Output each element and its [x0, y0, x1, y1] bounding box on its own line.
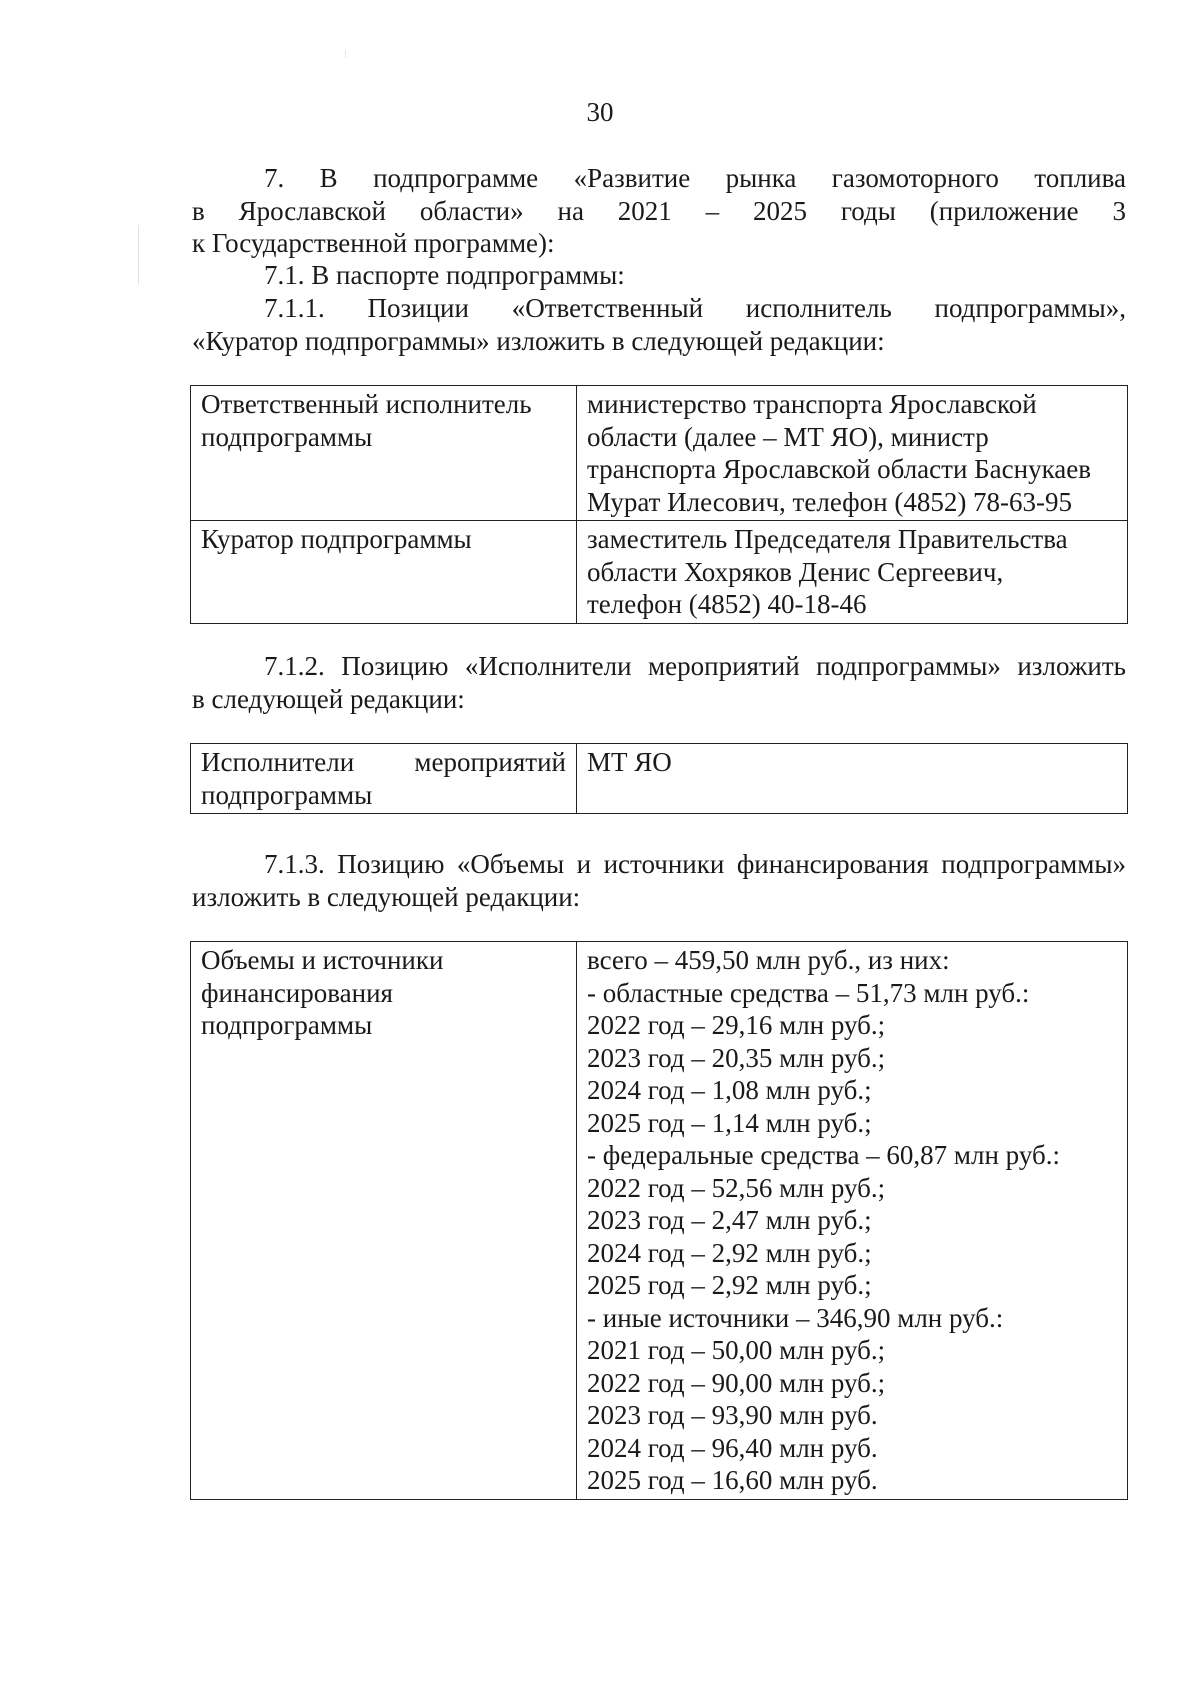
cell-line: 2024 год – 2,92 млн руб.; [587, 1237, 872, 1268]
cell-line: Мурат Илесович, телефон (4852) 78-63-95 [587, 486, 1073, 517]
cell-line: 2022 год – 90,00 млн руб.; [587, 1367, 886, 1398]
cell-line: транспорта Ярославской области Баснукаев [587, 454, 1091, 484]
cell-line: 2023 год – 2,47 млн руб.; [587, 1205, 872, 1235]
cell-line: финансирования [201, 977, 393, 1008]
cell-line: области (далее – МТ ЯО), министр [587, 421, 989, 452]
cell-line: 2022 год – 29,16 млн руб.; [587, 1010, 886, 1040]
section-7-line-3: к Государственной программе): [192, 228, 555, 258]
scan-mark [138, 225, 139, 285]
table-cell-value [577, 744, 1128, 814]
section-7-1-line: 7.1. В паспорте подпрограммы: [264, 260, 625, 290]
table-cell-label [191, 744, 577, 814]
cell-line: подпрограммы [201, 779, 373, 810]
scan-mark [345, 50, 346, 58]
cell-line: 2022 год – 52,56 млн руб.; [587, 1172, 886, 1203]
cell-line: 2024 год – 96,40 млн руб. [587, 1432, 878, 1463]
table-cell-label [191, 942, 577, 1500]
table-row [191, 386, 1128, 521]
cell-line: - областные средства – 51,73 млн руб.: [587, 977, 1030, 1008]
cell-line: 2025 год – 2,92 млн руб.; [587, 1270, 872, 1300]
cell-line: всего – 459,50 млн руб., из них: [587, 945, 950, 975]
cell-line: области Хохряков Денис Сергеевич, [587, 556, 1004, 587]
table-row [191, 521, 1128, 624]
cell-line: 2023 год – 20,35 млн руб.; [587, 1042, 886, 1073]
cell-line: 2021 год – 50,00 млн руб.; [587, 1335, 886, 1365]
page-number: 30 [586, 97, 614, 127]
section-7-1-paragraph [192, 259, 1126, 292]
cell-line: 2025 год – 1,14 млн руб.; [587, 1107, 872, 1138]
table-cell-value [577, 521, 1128, 624]
section-7-1-1-line-2: «Куратор подпрограммы» изложить в следующей редакции: [192, 325, 885, 356]
section-7-1-3-line-2: изложить в следующей редакции: [192, 881, 581, 912]
section-7-1-3-line-1: 7.1.3. Позицию «Объемы и источники финансирования подпрограммы» [264, 849, 1126, 879]
cell-line: Объемы и источники [201, 945, 444, 975]
cell-line: подпрограммы [201, 1010, 373, 1040]
cell-line: министерство транспорта Ярославской [587, 389, 1037, 419]
section-7-1-2-line-1: 7.1.2. Позицию «Исполнители мероприятий подпрограммы» изложить [264, 651, 1126, 681]
table-cell-value [577, 386, 1128, 521]
financing-table [190, 941, 1128, 1500]
cell-line: подпрограммы [201, 421, 373, 452]
section-7-paragraph [192, 162, 1126, 260]
cell-line: заместитель Председателя Правительства [587, 524, 1068, 554]
section-7-1-1-paragraph [192, 292, 1126, 357]
cell-line: - федеральные средства – 60,87 млн руб.: [587, 1140, 1060, 1170]
section-7-1-3-paragraph [192, 848, 1126, 913]
activity-executors-table [190, 743, 1128, 814]
cell-line: Ответственный исполнитель [201, 389, 532, 419]
table-cell-value [577, 942, 1128, 1500]
section-7-line-1: 7. В подпрограмме «Развитие рынка газомоторного топлива [264, 163, 1126, 193]
cell-line: МТ ЯО [587, 747, 672, 777]
section-7-1-1-line-1: 7.1.1. Позиции «Ответственный исполнитель подпрограммы», [264, 293, 1126, 323]
responsible-executor-table [190, 385, 1128, 624]
cell-line: - иные источники – 346,90 млн руб.: [587, 1302, 1004, 1333]
table-cell-label [191, 386, 577, 521]
cell-line: Куратор подпрограммы [201, 524, 472, 554]
table-row [191, 942, 1128, 1500]
table-cell-label [191, 521, 577, 624]
cell-line: 2025 год – 16,60 млн руб. [587, 1465, 878, 1495]
section-7-1-2-line-2: в следующей редакции: [192, 683, 465, 714]
section-7-line-2: в Ярославской области» на 2021 – 2025 годы (приложение 3 [192, 195, 1126, 226]
section-7-1-2-paragraph [192, 650, 1126, 715]
cell-line: 2024 год – 1,08 млн руб.; [587, 1075, 872, 1105]
cell-line: 2023 год – 93,90 млн руб. [587, 1400, 878, 1430]
table-row [191, 744, 1128, 814]
cell-line: Исполнители мероприятий [201, 747, 566, 777]
cell-line: телефон (4852) 40-18-46 [587, 589, 867, 619]
